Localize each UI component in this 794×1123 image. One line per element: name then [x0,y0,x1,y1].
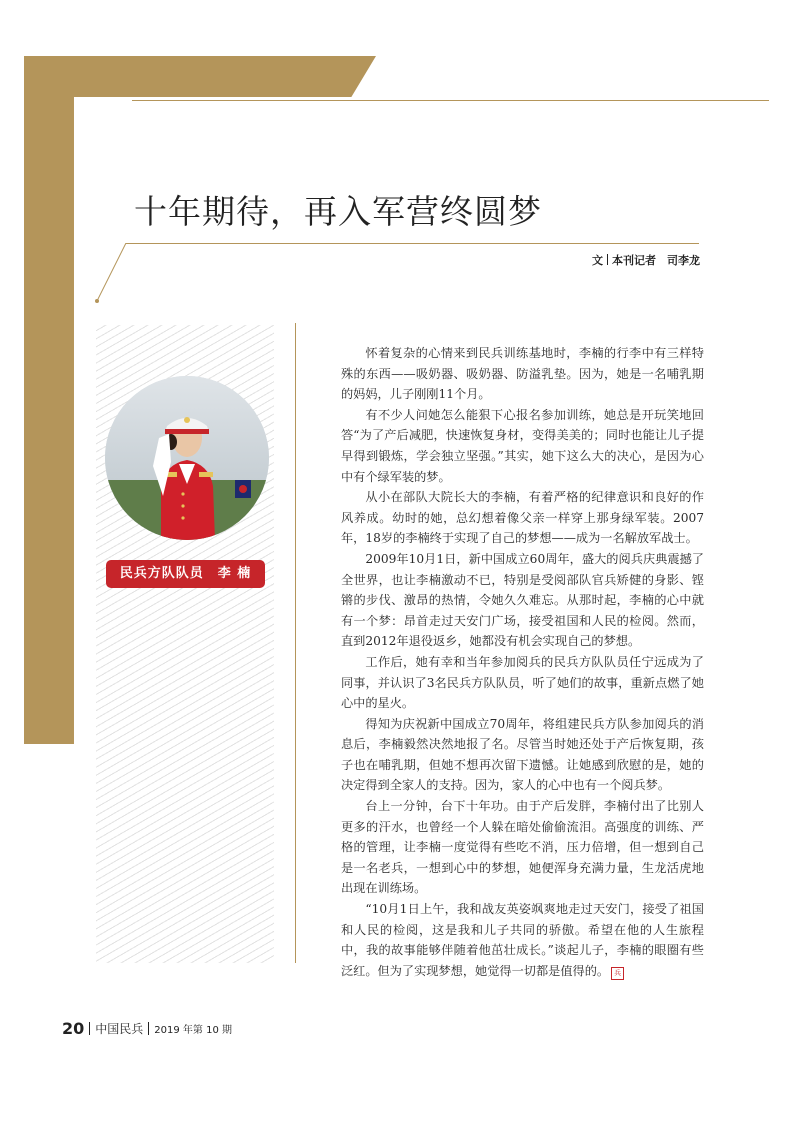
article-paragraph: 2009年10月1日，新中国成立60周年，盛大的阅兵庆典震撼了全世界，也让李楠激动不已，特别是受阅部队官兵矫健的身影、铿锵的步伐、激昂的热情，令她久久难忘。从那时起，李楠的心中就有一个梦：昂首走过天安门广场，接受祖国和人民的检阅。然而，直到2012年退役返乡，她都没有机会实现自己的梦想。 [341,551,704,649]
photo-caption: 民兵方队队员 李 楠 [106,560,265,588]
article-paragraph: 从小在部队大院长大的李楠，有着严格的纪律意识和良好的作风养成。幼时的她，总幻想着像父亲一样穿上那身绿军装。2007年，18岁的李楠终于实现了自己的梦想——成为一名解放军战士。 [341,490,704,546]
byline-author: 本刊记者 司李龙 [612,254,700,267]
magazine-name: 中国民兵 [95,1022,144,1036]
page-number: 20 [62,1019,85,1038]
footer-separator [148,1022,149,1035]
top-rule [132,100,769,101]
byline-prefix: 文 [592,254,603,267]
article-paragraph: 怀着复杂的心情来到民兵训练基地时，李楠的行李中有三样特殊的东西——吸奶器、吸奶器、防溢乳垫。因为，她是一名哺乳期的妈妈，儿子刚刚11个月。 [341,346,704,402]
article-paragraph: 得知为庆祝新中国成立70周年，将组建民兵方队参加阅兵的消息后，李楠毅然决然地报了名。尽管当时她还处于产后恢复期，孩子也在哺乳期，但她不想再次留下遗憾。让她感到欣慰的是，她的决定得到全家人的支持。因为，家人的心中也有一个阅兵梦。 [341,716,704,793]
article-body [341,343,704,981]
title-rule [126,243,699,244]
column-divider [295,323,296,963]
article-paragraph: 工作后，她有幸和当年参加阅兵的民兵方队队员任宁远成为了同事，并认识了3名民兵方队队员，听了她们的故事，重新点燃了她心中的星火。 [341,654,704,711]
issue-label: 2019 年第 10 期 [154,1025,232,1036]
byline [560,252,700,268]
page-footer [62,1018,232,1038]
end-mark-icon: 兵 [611,967,624,980]
portrait-photo [105,376,269,540]
page-title: 十年期待，再入军营终圆梦 [134,192,542,231]
byline-separator [607,254,608,265]
footer-separator [89,1022,90,1035]
title-rule-diagonal [95,243,127,305]
article-paragraph-text: “10月1日上午，我和战友英姿飒爽地走过天安门，接受了祖国和人民的检阅，这是我和儿子共同的骄傲。希望在他的人生旅程中，我的故事能够伴随着他茁壮成长。”谈起儿子，李楠的眼圈有些泛红。但为了实现梦想，她觉得一切都是值得的。 [341,902,704,978]
article-paragraph: 有不少人问她怎么能狠下心报名参加训练，她总是开玩笑地回答“为了产后减肥，快速恢复身材，变得美美的；同时也能让儿子提早得到锻炼，学会独立坚强。”其实，她下这么大的决心，是因为心中有个绿军装的梦。 [341,407,704,484]
article-paragraph: 台上一分钟，台下十年功。由于产后发胖，李楠付出了比别人更多的汗水，也曾经一个人躲在暗处偷偷流泪。高强度的训练、严格的管理，让李楠一度觉得有些吃不消，压力倍增，但一想到自己是一名老兵，一想到心中的梦想，她便浑身充满力量，生龙活虎地出现在训练场。 [341,799,704,896]
article-paragraph-last [341,899,704,981]
